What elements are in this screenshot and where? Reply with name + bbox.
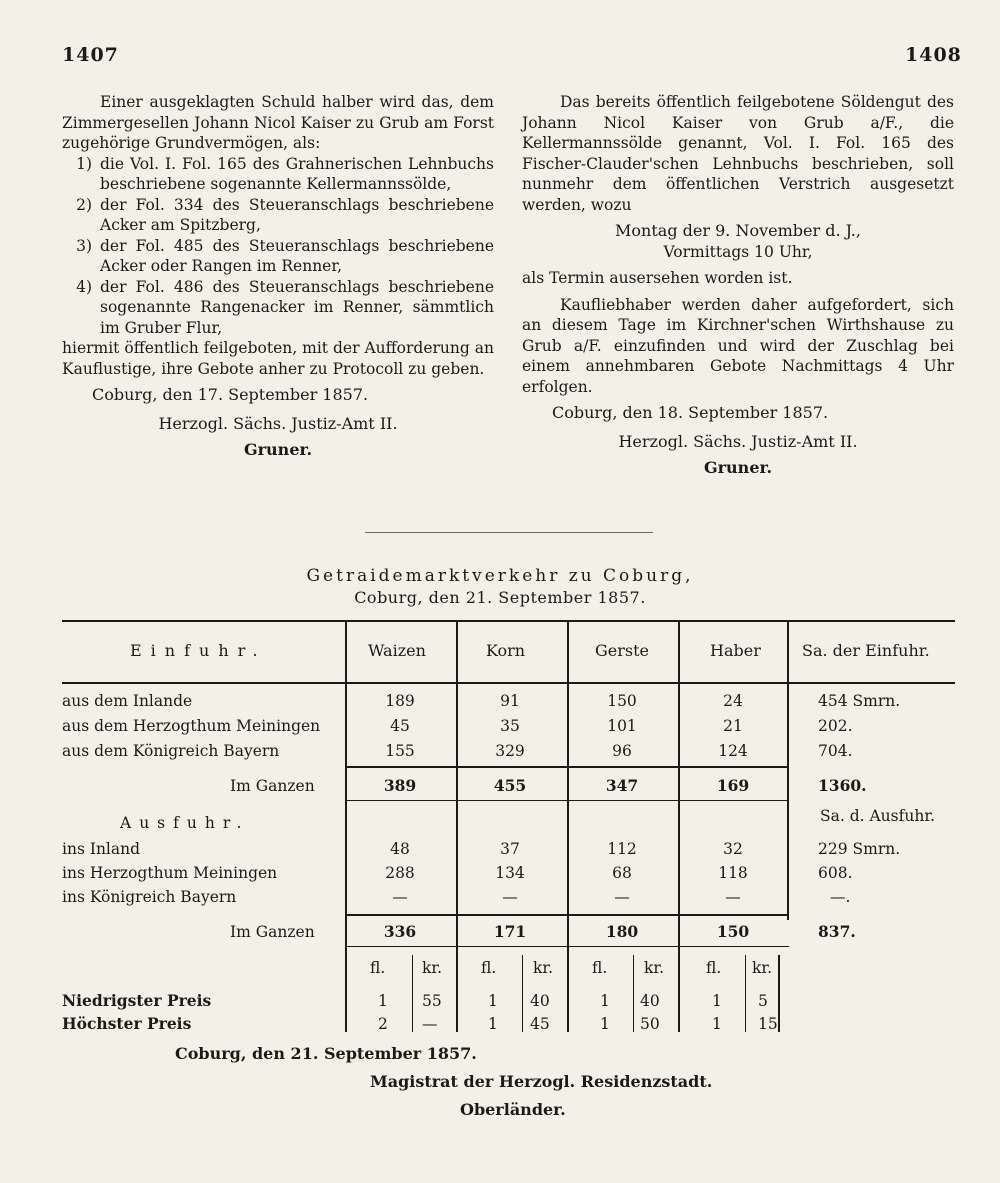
cell-korn: 37 [500, 840, 520, 858]
item-text: der Fol. 485 des Steueranschlags beschriebene Acker oder Rangen im Renner, [100, 236, 494, 275]
market-signature: Oberländer. [460, 1100, 566, 1119]
cell-waizen: 336 [383, 922, 417, 941]
price-fl: 1 [600, 992, 610, 1010]
page-number-left: 1407 [62, 44, 119, 66]
row-label: Im Ganzen [230, 923, 315, 941]
market-office: Magistrat der Herzogl. Residenzstadt. [370, 1072, 713, 1091]
cell-haber: 124 [718, 742, 748, 760]
export-sum-rule [345, 914, 789, 916]
unit-label: kr. [422, 959, 443, 977]
item-text: der Fol. 486 des Steueranschlags beschriebene sogenannte Rangenacker im Renner, sämmtlich im Gruber Flur, [100, 277, 494, 337]
notice-right [522, 92, 954, 479]
export-sum-rule-bottom [345, 946, 789, 947]
cell-total: 202. [818, 717, 853, 735]
header-haber: Haber [710, 641, 761, 660]
cell-korn: 455 [493, 776, 527, 795]
item-text: die Vol. I. Fol. 165 des Grahnerischen Lehnbuchs beschriebene sogenannte Kellermannssölde, [100, 154, 494, 193]
item-number: 2) [76, 195, 92, 214]
row-label: ins Inland [62, 840, 141, 858]
price-kr: 45 [530, 1015, 550, 1033]
notice-right-body: Kaufliebhaber werden daher aufgefordert, sich an diesem Tage im Kirchner'schen Wirthshause zu Grub a/F. einzufinden und wird der Zuschlag bei einem annehmbaren Gebote Nachmittags 4 Uhr erfolgen. [522, 295, 954, 396]
cell-total: 608. [818, 864, 853, 882]
unit-label: fl. [706, 959, 722, 977]
cell-total: 837. [818, 922, 856, 941]
price-fl: 1 [712, 1015, 722, 1033]
cell-waizen: 155 [385, 742, 415, 760]
unit-label: kr. [644, 959, 665, 977]
cell-gerste: 150 [607, 692, 637, 710]
cell-korn: — [502, 888, 518, 906]
notice-right-termin-note: als Termin ausersehen worden ist. [522, 269, 793, 287]
cell-total: —. [830, 888, 851, 906]
header-waizen: Waizen [368, 641, 426, 660]
notice-right-termin-time: Vormittags 10 Uhr, [663, 242, 813, 261]
price-split-rule [522, 955, 523, 1032]
item-number: 3) [76, 236, 92, 255]
cell-gerste: 347 [605, 776, 639, 795]
notice-right-intro: Das bereits öffentlich feilgebotene Söldengut des Johann Nicol Kaiser von Grub a/F., die Kellermannssölde genannt, Vol. I. Fol. 165 des Fischer-Clauder'schen Lehnbuchs beschrieben, soll nunmehr dem öffentlichen Verstrich ausgesetzt werden, wozu [522, 93, 954, 214]
table-column-rule [678, 620, 680, 1032]
price-fl: 1 [488, 992, 498, 1010]
row-label: Im Ganzen [230, 777, 315, 795]
row-label: Höchster Preis [62, 1014, 192, 1033]
cell-gerste: 112 [607, 840, 637, 858]
export-heading: Ausfuhr. [120, 814, 250, 832]
section-divider [365, 532, 653, 533]
price-fl: 2 [378, 1015, 388, 1033]
price-kr: 5 [758, 992, 768, 1010]
cell-gerste: — [614, 888, 630, 906]
cell-haber: — [725, 888, 741, 906]
page-number-right: 1408 [905, 44, 962, 66]
table-rule-header-bottom [62, 682, 955, 684]
price-fl: 1 [600, 1015, 610, 1033]
notice-left-office: Herzogl. Sächs. Justiz-Amt II. [158, 413, 398, 433]
notice-right-signature: Gruner. [703, 458, 773, 477]
cell-gerste: 101 [607, 717, 637, 735]
price-split-rule [745, 955, 746, 1032]
header-sum-einfuhr: Sa. der Einfuhr. [802, 641, 930, 660]
price-right-rule [778, 955, 780, 1032]
table-column-rule [787, 620, 789, 920]
price-kr: 55 [422, 992, 442, 1010]
header-gerste: Gerste [595, 641, 650, 660]
market-date: Coburg, den 21. September 1857. [354, 588, 646, 607]
market-closing-date: Coburg, den 21. September 1857. [175, 1044, 477, 1063]
notice-left-item-list [62, 154, 494, 339]
notice-left [62, 92, 494, 461]
price-kr: 40 [640, 992, 660, 1010]
price-fl: 1 [378, 992, 388, 1010]
price-kr: 40 [530, 992, 550, 1010]
market-title: Getraidemarktverkehr zu Coburg, [306, 566, 694, 586]
item-text: der Fol. 334 des Steueranschlags beschriebene Acker am Spitzberg, [100, 195, 494, 234]
notice-left-signature: Gruner. [243, 440, 313, 459]
cell-waizen: 288 [385, 864, 415, 882]
cell-waizen: 189 [385, 692, 415, 710]
list-item [62, 236, 494, 277]
cell-waizen: 48 [390, 840, 410, 858]
table-column-rule [456, 620, 458, 1032]
cell-gerste: 180 [605, 922, 639, 941]
cell-haber: 24 [723, 692, 743, 710]
list-item [62, 277, 494, 339]
row-label: ins Königreich Bayern [62, 888, 237, 906]
row-label: ins Herzogthum Meiningen [62, 864, 278, 882]
cell-gerste: 68 [612, 864, 632, 882]
import-sum-rule-bottom [345, 800, 789, 801]
cell-haber: 32 [723, 840, 743, 858]
cell-gerste: 96 [612, 742, 632, 760]
cell-waizen: 389 [383, 776, 417, 795]
cell-korn: 171 [493, 922, 527, 941]
list-item [62, 195, 494, 236]
row-label: aus dem Königreich Bayern [62, 742, 280, 760]
header-einfuhr: Einfuhr. [130, 641, 267, 660]
cell-waizen: — [392, 888, 408, 906]
unit-label: kr. [752, 959, 773, 977]
unit-label: fl. [592, 959, 608, 977]
row-label: Niedrigster Preis [62, 991, 212, 1010]
price-kr: 15 [758, 1015, 778, 1033]
header-korn: Korn [486, 641, 526, 660]
cell-total: 454 Smrn. [818, 692, 901, 710]
cell-haber: 118 [718, 864, 748, 882]
import-sum-rule [345, 766, 789, 768]
unit-label: fl. [481, 959, 497, 977]
price-split-rule [633, 955, 634, 1032]
cell-korn: 91 [500, 692, 520, 710]
table-rule-top [62, 620, 955, 622]
notice-right-office: Herzogl. Sächs. Justiz-Amt II. [618, 431, 858, 451]
price-kr: 50 [640, 1015, 660, 1033]
cell-korn: 134 [495, 864, 525, 882]
notice-right-termin-date: Montag der 9. November d. J., [615, 221, 861, 240]
cell-haber: 169 [716, 776, 750, 795]
price-fl: 1 [488, 1015, 498, 1033]
notice-left-outro: hiermit öffentlich feilgeboten, mit der Aufforderung an Kauflustige, ihre Gebote anher zu Protocoll zu geben. [62, 339, 494, 378]
cell-haber: 21 [723, 717, 743, 735]
item-number: 4) [76, 277, 92, 296]
notice-left-date: Coburg, den 17. September 1857. [92, 385, 369, 404]
unit-label: kr. [533, 959, 554, 977]
cell-total: 229 Smrn. [818, 840, 901, 858]
item-number: 1) [76, 154, 92, 173]
row-label: aus dem Herzogthum Meiningen [62, 717, 321, 735]
table-column-rule [345, 620, 347, 1032]
cell-waizen: 45 [390, 717, 410, 735]
notice-left-intro: Einer ausgeklagten Schuld halber wird das, dem Zimmergesellen Johann Nicol Kaiser zu Grub am Forst zugehörige Grundvermögen, als: [62, 93, 494, 152]
cell-korn: 35 [500, 717, 520, 735]
price-split-rule [412, 955, 413, 1032]
price-fl: 1 [712, 992, 722, 1010]
unit-label: fl. [370, 959, 386, 977]
cell-total: 704. [818, 742, 853, 760]
cell-total: 1360. [818, 776, 867, 795]
table-column-rule [567, 620, 569, 1032]
notice-right-date: Coburg, den 18. September 1857. [552, 403, 829, 422]
list-item [62, 154, 494, 195]
cell-haber: 150 [716, 922, 750, 941]
export-sum-heading: Sa. d. Ausfuhr. [820, 807, 935, 825]
cell-korn: 329 [495, 742, 525, 760]
row-label: aus dem Inlande [62, 692, 193, 710]
price-kr: — [422, 1015, 438, 1033]
